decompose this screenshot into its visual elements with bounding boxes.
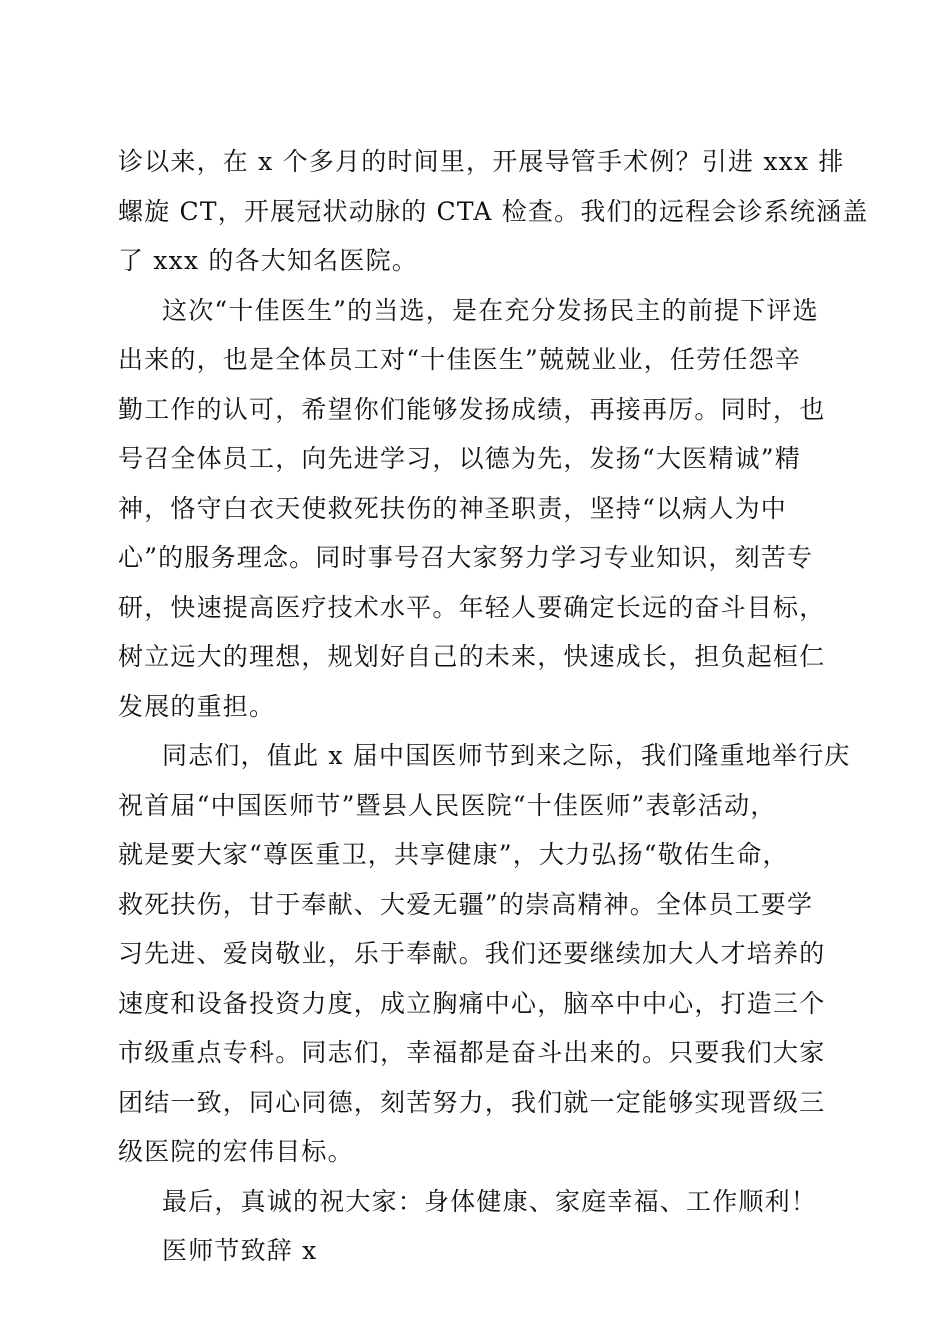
text-line: 神，恪守白衣天使救死扶伤的神圣职责，坚持“以病人为中 <box>118 493 787 523</box>
text-line: 出来的，也是全体员工对“十佳医生”兢兢业业，任劳任怨辛 <box>118 345 801 374</box>
text-line: 号召全体员工，向先进学习，以德为先，发扬“大医精诚”精 <box>118 444 801 473</box>
text-line: 救死扶伤，甘于奉献、大爱无疆”的崇高精神。全体员工要学 <box>118 889 814 919</box>
text-line: 了 xxx 的各大知名医院。 <box>118 246 418 275</box>
text-line: 速度和设备投资力度，成立胸痛中心，脑卒中中心，打造三个 <box>118 988 826 1018</box>
text-line: 树立远大的理想，规划好自己的未来，快速成长，担负起桓仁 <box>118 642 826 671</box>
text-line: 勤工作的认可，希望你们能够发扬成绩，再接再厉。同时，也 <box>118 394 826 424</box>
text-line: 诊以来，在 x 个多月的时间里，开展导管手术例？引进 xxx 排 <box>118 147 845 176</box>
text-line: 习先进、爱岗敬业，乐于奉献。我们还要继续加大人才培养的 <box>118 939 826 968</box>
document-body <box>118 140 869 1279</box>
text-line: 市级重点专科。同志们，幸福都是奋斗出来的。只要我们大家 <box>118 1038 826 1067</box>
text-line: 螺旋 CT，开展冠状动脉的 CTA 检查。我们的远程会诊系统涵盖 <box>118 196 869 226</box>
paragraph-start-line: 这次“十佳医生”的当选，是在充分发扬民主的前提下评选 <box>162 295 819 325</box>
document-title-line: 医师节致辞 x <box>162 1236 318 1265</box>
text-line: 团结一致，同心同德，刻苦努力，我们就一定能够实现晋级三 <box>118 1087 826 1117</box>
text-line: 祝首届“中国医师节”暨县人民医院“十佳医师”表彰活动， <box>118 790 777 820</box>
text-line: 就是要大家“尊医重卫，共享健康”，大力弘扬“敬佑生命， <box>118 840 789 869</box>
text-line: 级医院的宏伟目标。 <box>118 1137 354 1166</box>
paragraph-start-line: 同志们，值此 x 届中国医师节到来之际，我们隆重地举行庆 <box>162 741 851 770</box>
closing-greeting-line: 最后，真诚的祝大家：身体健康、家庭幸福、工作顺利！ <box>162 1186 818 1216</box>
text-line: 研，快速提高医疗技术水平。年轻人要确定长远的奋斗目标， <box>118 592 826 622</box>
text-line: 发展的重担。 <box>118 691 276 721</box>
text-line: 心”的服务理念。同时事号召大家努力学习专业知识，刻苦专 <box>118 543 814 572</box>
